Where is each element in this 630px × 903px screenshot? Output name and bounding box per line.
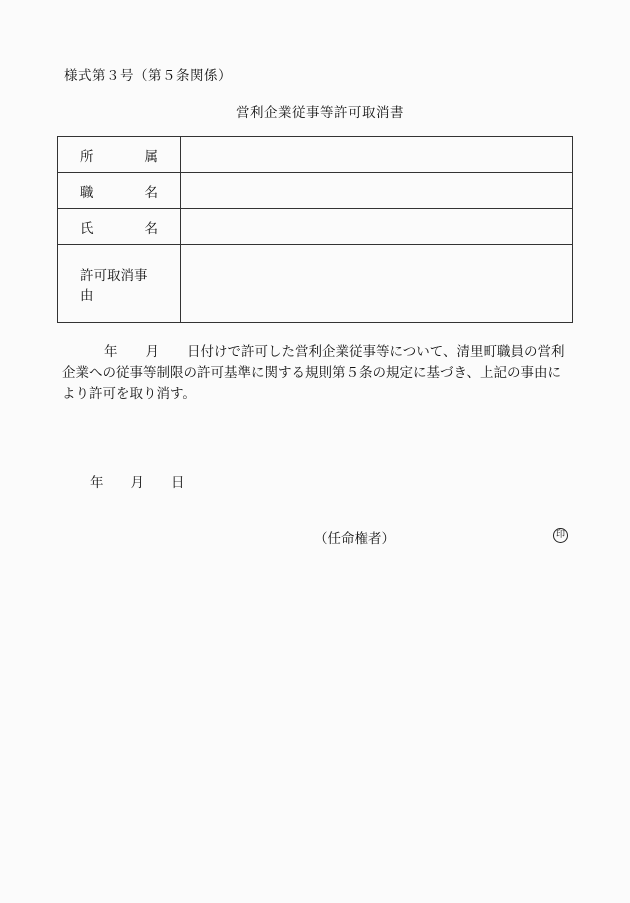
affiliation-label-char-2: 属 bbox=[144, 148, 158, 165]
reason-label bbox=[58, 245, 181, 323]
position-label bbox=[58, 173, 181, 209]
affiliation-label bbox=[58, 137, 181, 173]
table-row-reason bbox=[58, 245, 573, 323]
statement-line-1-rest: 日付けで許可した営利企業従事等について、清里町職員の営利 bbox=[187, 344, 565, 360]
position-label-char-2: 名 bbox=[144, 184, 158, 201]
statement-year: 年 bbox=[104, 344, 118, 360]
statement-line-3: より許可を取り消す。 bbox=[62, 386, 196, 402]
position-field[interactable] bbox=[181, 173, 573, 209]
issue-date bbox=[90, 471, 185, 491]
name-label bbox=[58, 209, 181, 245]
statement-month: 月 bbox=[145, 344, 159, 360]
affiliation-field[interactable] bbox=[181, 137, 573, 173]
date-month: 月 bbox=[130, 475, 144, 491]
name-field[interactable] bbox=[181, 209, 573, 245]
position-label-char-1: 職 bbox=[80, 184, 94, 201]
seal-mark: 印 bbox=[553, 528, 568, 543]
document-title: 営利企業従事等許可取消書 bbox=[236, 105, 404, 121]
date-year: 年 bbox=[90, 475, 104, 491]
name-label-char-1: 氏 bbox=[80, 220, 94, 237]
form-table bbox=[57, 136, 573, 323]
table-row-affiliation bbox=[58, 137, 573, 173]
form-number: 様式第３号（第５条関係） bbox=[64, 68, 232, 84]
table-row-position bbox=[58, 173, 573, 209]
appointing-authority: （任命権者） bbox=[314, 531, 395, 547]
name-label-char-2: 名 bbox=[144, 220, 158, 237]
reason-label-text: 許可取消事由 bbox=[80, 267, 148, 304]
statement-paragraph bbox=[62, 342, 572, 405]
date-day: 日 bbox=[171, 475, 185, 491]
table-row-name bbox=[58, 209, 573, 245]
reason-field[interactable] bbox=[181, 245, 573, 323]
affiliation-label-char-1: 所 bbox=[80, 148, 94, 165]
statement-line-1 bbox=[62, 342, 572, 363]
statement-line-2: 企業への従事等制限の許可基準に関する規則第５条の規定に基づき、上記の事由に bbox=[62, 365, 561, 381]
